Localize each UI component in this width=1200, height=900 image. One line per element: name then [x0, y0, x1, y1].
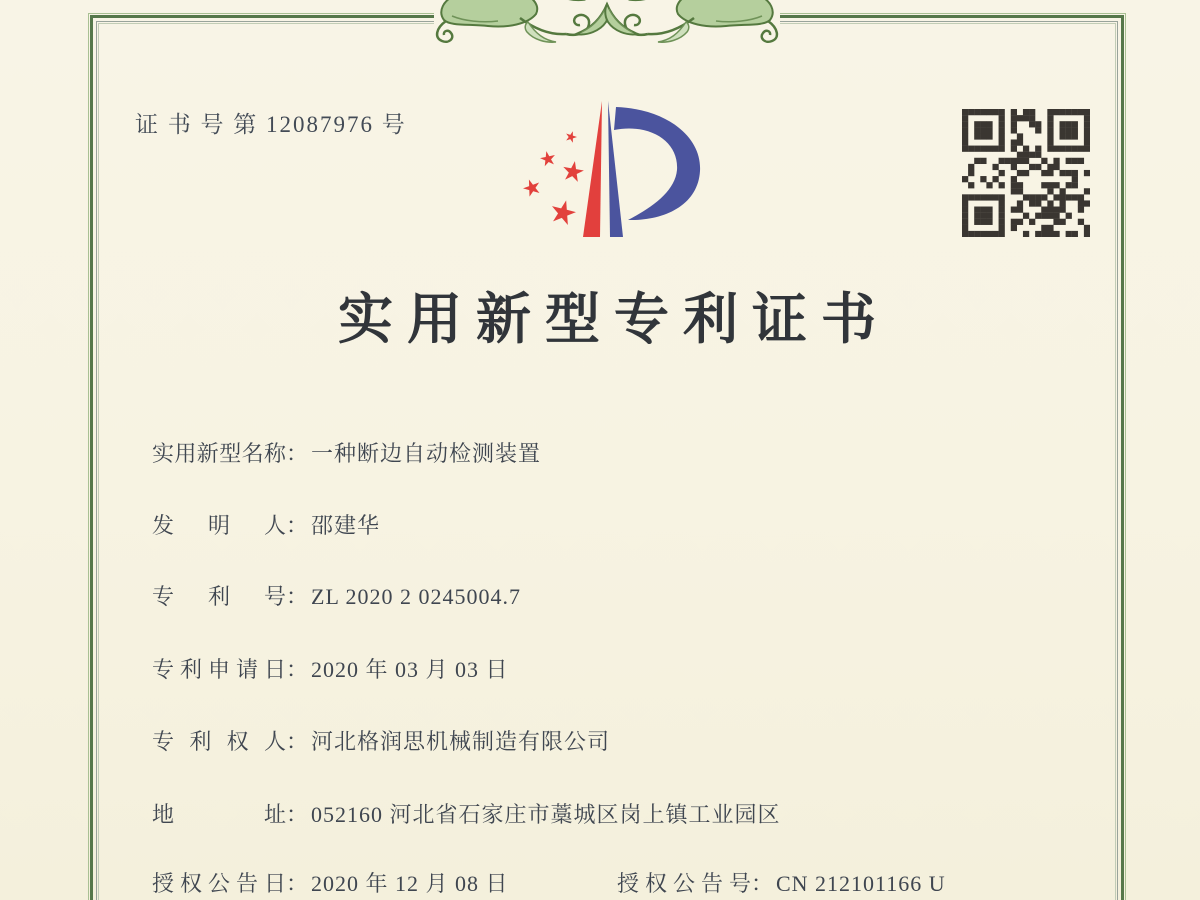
certificate-number: 证 书 号 第 12087976 号	[135, 112, 407, 137]
field-label: 专利号	[152, 584, 286, 609]
field-value: 052160 河北省石家庄市藁城区岗上镇工业园区	[311, 802, 781, 827]
field-colon: ：	[286, 584, 309, 609]
field-colon: ：	[286, 657, 309, 682]
qr-code	[962, 109, 1090, 237]
field-colon: ：	[286, 729, 309, 754]
field-label: 地址	[152, 802, 286, 827]
field-row-patent-number	[152, 581, 521, 613]
field-value: 邵建华	[311, 513, 381, 538]
field-colon: ：	[751, 871, 774, 896]
field-row-inventor	[152, 510, 380, 542]
field-label: 发明人	[152, 513, 286, 538]
field-colon: ：	[286, 441, 309, 466]
field-label: 专利申请日	[152, 657, 286, 682]
field-row-filing-date	[152, 654, 509, 686]
grant-number-group	[617, 868, 946, 900]
top-ornament	[424, 0, 790, 48]
field-colon: ：	[286, 513, 309, 538]
field-label: 授权公告日	[152, 871, 286, 896]
field-value: 2020 年 12 月 08 日	[311, 871, 509, 896]
grant-date-group	[152, 868, 509, 900]
cnipa-logo-icon	[505, 85, 715, 255]
floral-flourish-icon	[424, 0, 790, 48]
field-label: 授权公告号	[617, 871, 751, 896]
certificate-title: 实用新型专利证书	[337, 289, 890, 350]
qr-code-svg	[962, 109, 1090, 237]
field-row-utility-model-name	[152, 438, 541, 470]
field-row-patentee	[152, 726, 610, 758]
field-value: CN 212101166 U	[776, 871, 946, 896]
field-label: 专利权人	[152, 729, 286, 754]
field-row-address	[152, 799, 781, 831]
field-value: 一种断边自动检测装置	[311, 441, 542, 466]
field-value: 2020 年 03 月 03 日	[311, 657, 509, 682]
field-row-grant	[152, 868, 946, 900]
field-value: ZL 2020 2 0245004.7	[311, 584, 522, 609]
cnipa-logo-svg	[505, 85, 715, 255]
field-colon: ：	[286, 871, 309, 896]
field-label: 实用新型名称	[152, 441, 286, 466]
field-colon: ：	[286, 802, 309, 827]
field-value: 河北格润思机械制造有限公司	[311, 729, 611, 754]
